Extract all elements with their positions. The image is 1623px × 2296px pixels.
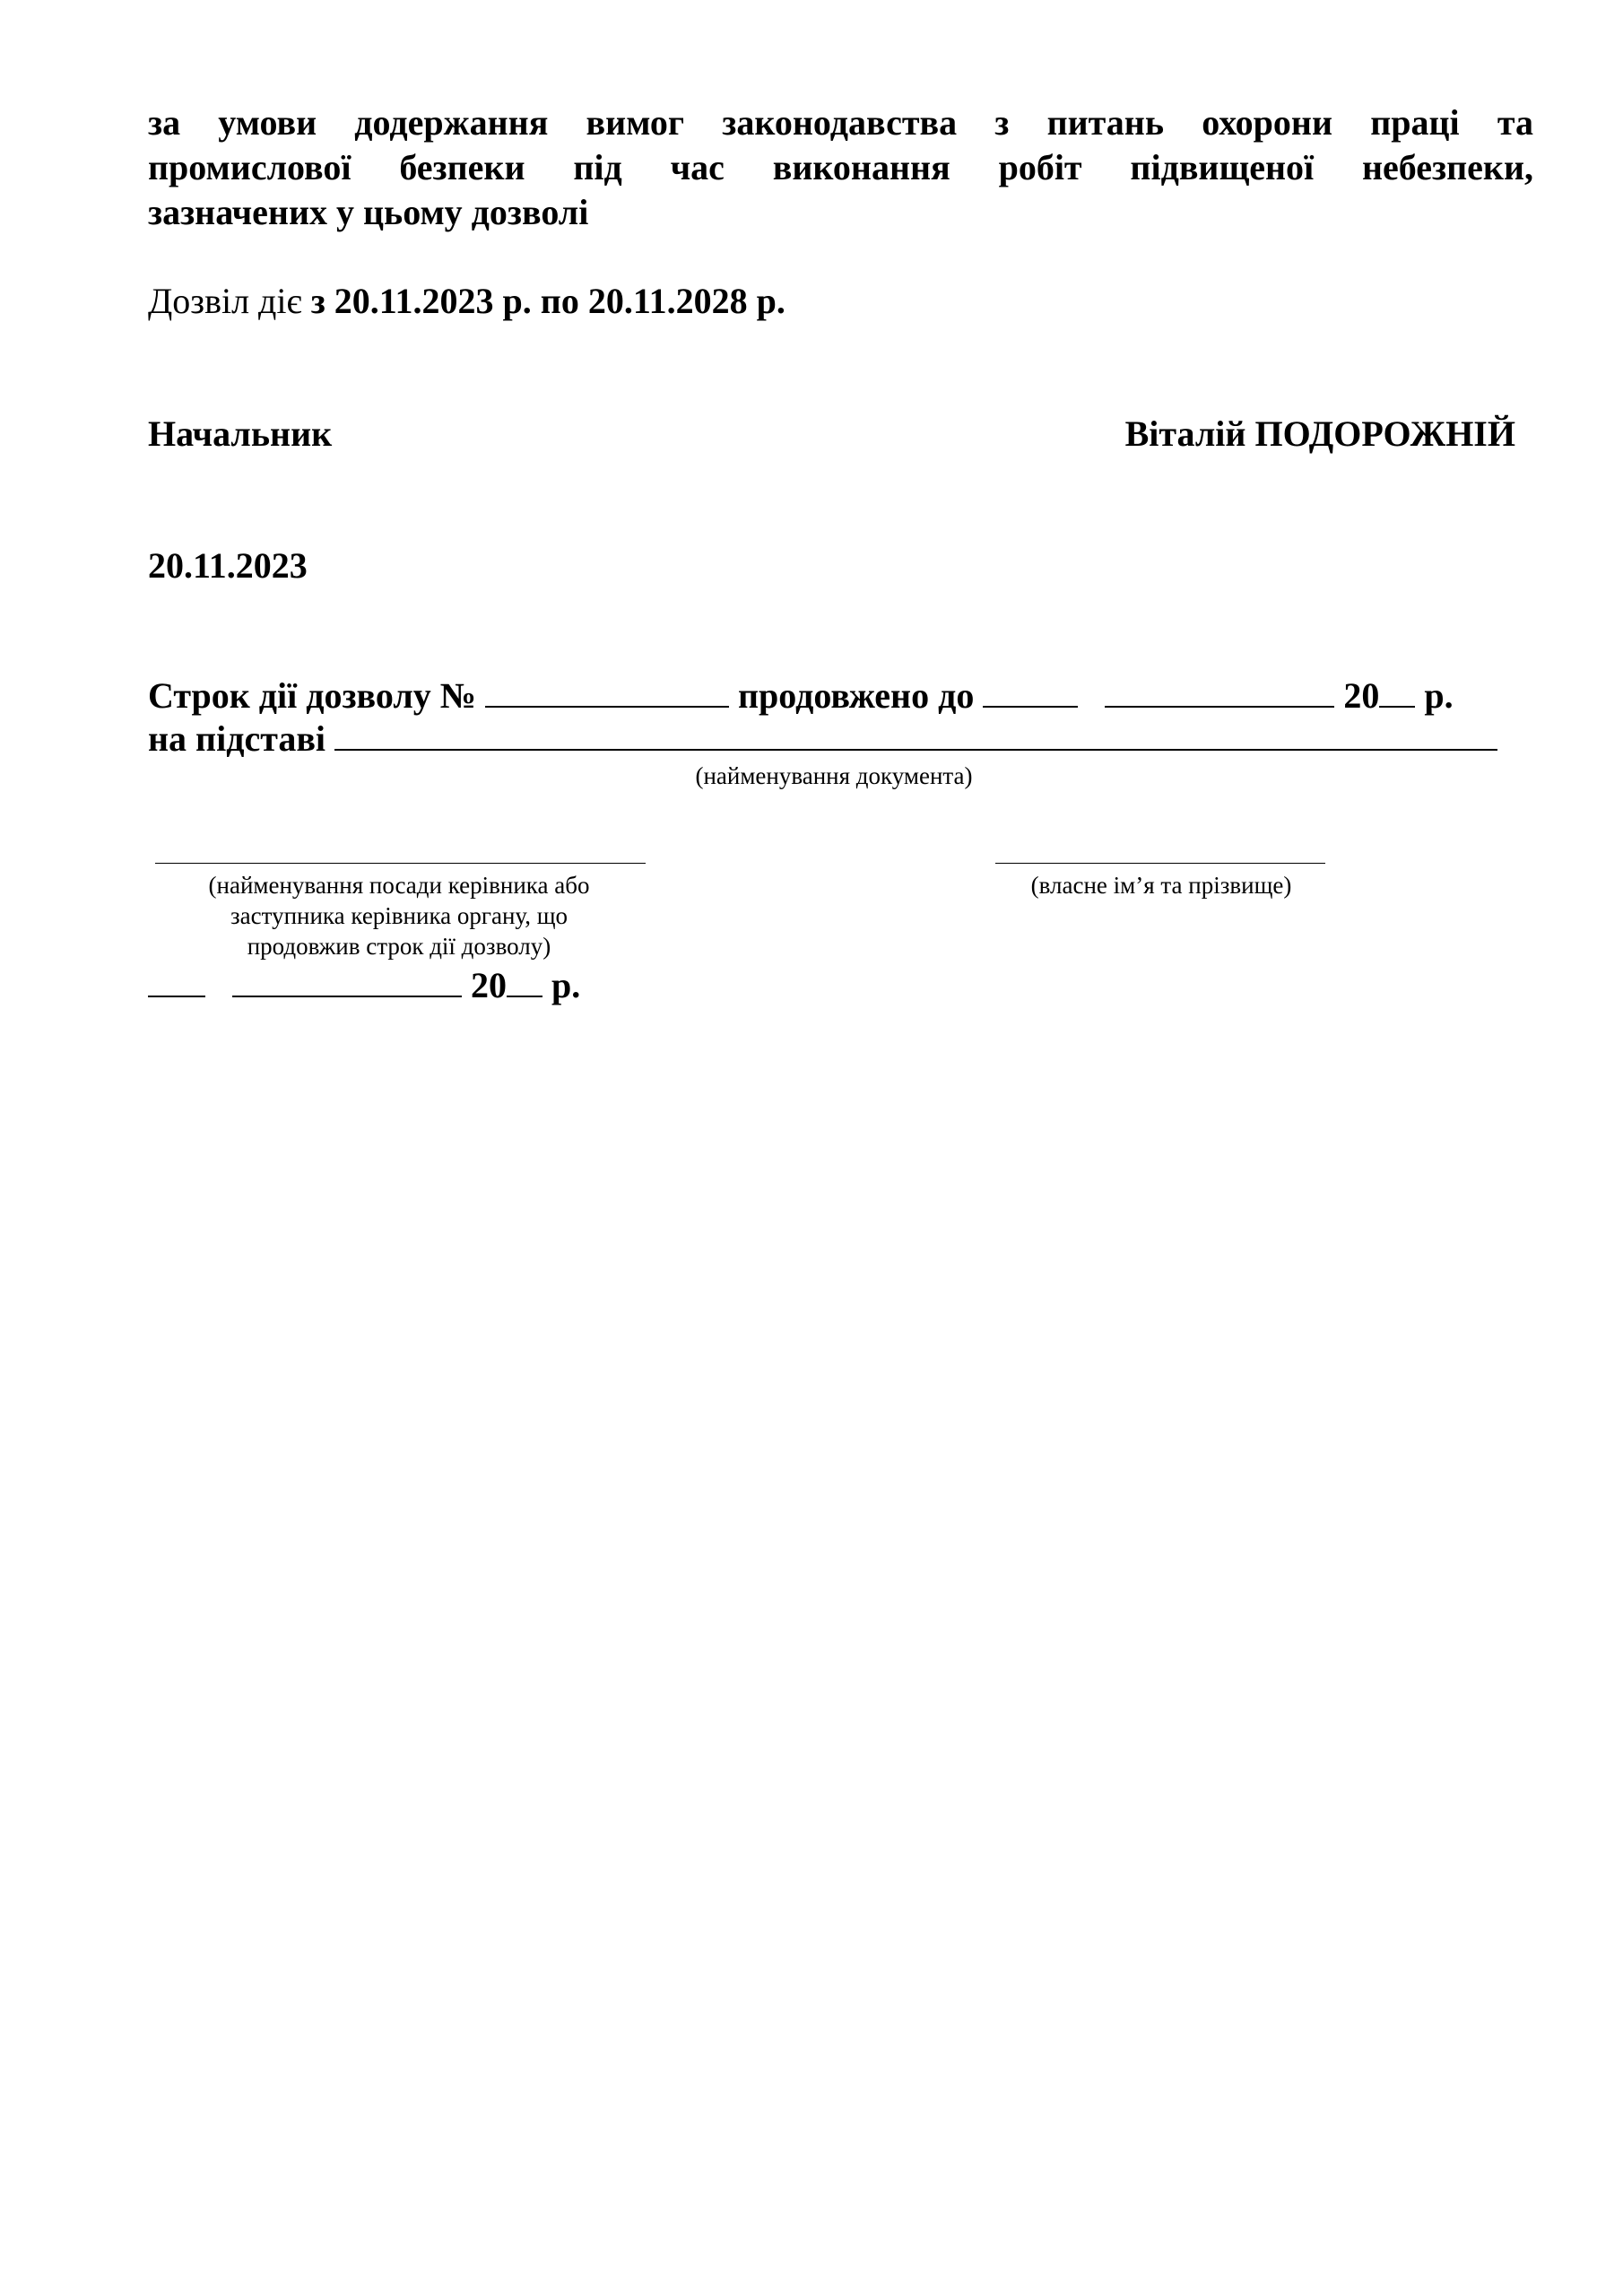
position-caption-line-3: продовжив строк дії дозволу) xyxy=(247,933,551,960)
position-caption xyxy=(148,870,650,961)
validity-period: з 20.11.2023 р. по 20.11.2028 р. xyxy=(310,281,785,321)
basis-line xyxy=(148,718,1497,760)
signatory-date-line xyxy=(148,964,580,1006)
position-caption-line-1: (найменування посади керівника або xyxy=(208,872,590,899)
signatory-year-blank xyxy=(507,969,542,997)
permit-number-blank xyxy=(485,679,729,708)
signer-name: Віталій ПОДОРОЖНІЙ xyxy=(1124,413,1515,454)
extension-year-suffix: р. xyxy=(1424,675,1454,716)
term-label: Строк дії дозволу № xyxy=(148,675,476,716)
extension-year-prefix: 20 xyxy=(1343,675,1380,716)
signatory-year-prefix: 20 xyxy=(471,965,507,1005)
basis-blank xyxy=(334,722,1497,751)
signatory-month-blank xyxy=(232,969,462,997)
basis-label: на підставі xyxy=(148,718,326,759)
signatory-year-suffix: р. xyxy=(551,965,581,1005)
name-signature-rule xyxy=(995,863,1325,864)
signatory-day-blank xyxy=(148,969,205,997)
extension-month-blank xyxy=(1105,679,1334,708)
basis-caption: (найменування документа) xyxy=(695,762,973,789)
extension-day-blank xyxy=(983,679,1078,708)
position-signature-rule xyxy=(155,863,646,864)
extension-year-blank xyxy=(1379,679,1415,708)
validity-prefix: Дозвіл діє xyxy=(148,281,302,321)
position-caption-line-2: заступника керівника органу, що xyxy=(230,902,568,929)
extended-to-label: продовжено до xyxy=(738,675,975,716)
conditions-line-3: зазначених у цьому дозволі xyxy=(148,192,589,232)
validity-line xyxy=(148,280,785,322)
signer-position: Начальник xyxy=(148,413,333,454)
conditions-line-1: за умови додержання вимог законодавства з питань охорони праці та xyxy=(148,102,1533,143)
extension-line xyxy=(148,674,1454,717)
name-caption: (власне ім’я та прізвище) xyxy=(1030,872,1292,899)
conditions-paragraph xyxy=(148,100,1533,235)
conditions-line-2: промислової безпеки під час виконання робіт підвищеної небезпеки, xyxy=(148,147,1533,187)
issue-date: 20.11.2023 xyxy=(148,545,308,586)
